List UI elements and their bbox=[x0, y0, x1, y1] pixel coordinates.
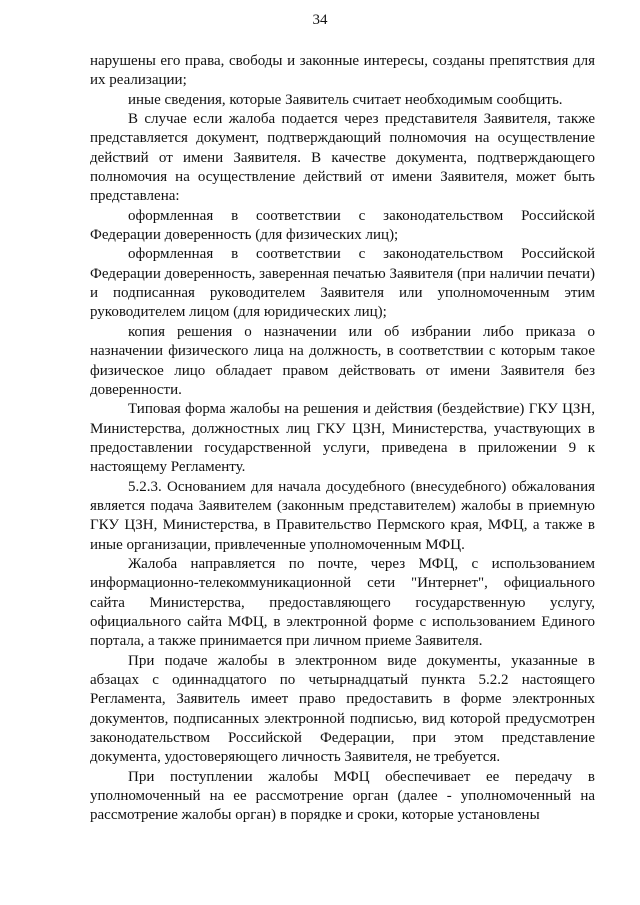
paragraph-7: Типовая форма жалобы на решения и действия (бездействие) ГКУ ЦЗН, Министерства, должностных лиц ГКУ ЦЗН, Министерства, участвующих в предоставлении государственной услуги, приведена в приложении 9 к настоящему Регламенту. bbox=[90, 401, 595, 476]
paragraph-5: оформленная в соответствии с законодательством Российской Федерации доверенность, заверенная печатью Заявителя (при наличии печати) и подписанная руководителем Заявителя или уполномоченным этим руководителем лицом (для юридических лиц); bbox=[90, 246, 595, 321]
paragraph-6: копия решения о назначении или об избрании либо приказа о назначении физического лица на должность, в соответствии с которым такое физическое лицо обладает правом действовать от имени Заявителя без доверенности. bbox=[90, 323, 595, 398]
paragraph-3: В случае если жалоба подается через представителя Заявителя, также представляется документ, подтверждающий полномочия на осуществление действий от имени Заявителя. В качестве документа, подтверждающего полномочия на осуществление действий от имени Заявителя, может быть представлена: bbox=[90, 111, 595, 205]
paragraph-11: При поступлении жалобы МФЦ обеспечивает ее передачу в уполномоченный на ее рассмотрение орган (далее - уполномоченный на рассмотрение жалобы орган) в порядке и сроки, которые установлены bbox=[90, 768, 595, 824]
paragraph-8: 5.2.3. Основанием для начала досудебного (внесудебного) обжалования является подача Заявителем (законным представителем) жалобы в приемную ГКУ ЦЗН, Министерства, в Правительство Пермского края, МФЦ, а также в иные организации, привлеченные уполномоченным МФЦ. bbox=[90, 478, 595, 553]
paragraph-2: иные сведения, которые Заявитель считает необходимым сообщить. bbox=[128, 91, 563, 108]
paragraph-1: нарушены его права, свободы и законные интересы, созданы препятствия для их реализации; bbox=[90, 53, 595, 89]
paragraph-4: оформленная в соответствии с законодательством Российской Федерации доверенность (для физических лиц); bbox=[90, 207, 595, 244]
page-number: 34 bbox=[312, 12, 328, 28]
document-body bbox=[90, 52, 595, 826]
paragraph-10: При подаче жалобы в электронном виде документы, указанные в абзацах с одиннадцатого по четырнадцатый пункта 5.2.2 настоящего Регламента, Заявитель имеет право предоставить в форме электронных документов, подписанных электронной подписью, вид которой предусмотрен законодательством Российской Федерации, при этом представление документа, удостоверяющего личность Заявителя, не требуется. bbox=[90, 652, 595, 766]
paragraph-9: Жалоба направляется по почте, через МФЦ, с использованием информационно-телекоммуникационной сети "Интернет", официального сайта Министерства, предоставляющего государственную услугу, официального сайта МФЦ, в электронной форме с использованием Единого портала, а также принимается при личном приеме Заявителя. bbox=[90, 555, 595, 650]
